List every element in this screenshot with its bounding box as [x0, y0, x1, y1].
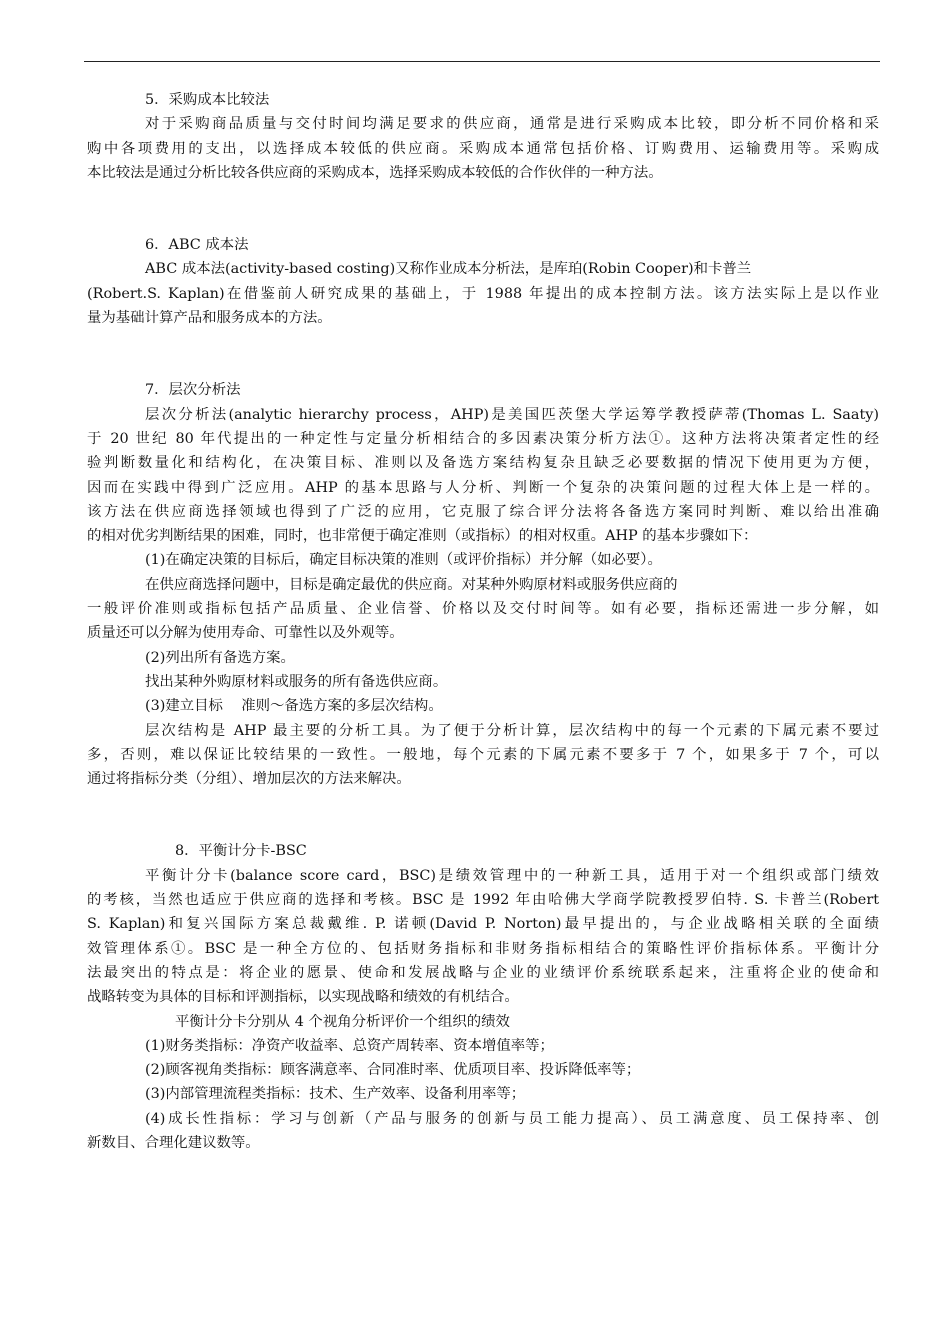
paragraph-line: S. Kaplan)和复兴国际方案总裁戴维. P. 诺顿(David P. Norton)最早提出的，与企业战略相关联的全面绩	[87, 916, 879, 933]
paragraph-line: 平衡计分卡分别从 4 个视角分析评价一个组织的绩效	[175, 1013, 510, 1030]
paragraph-line: 质量还可以分解为使用寿命、可靠性以及外观等。	[87, 625, 404, 642]
list-item: (1)财务类指标：净资产收益率、总资产周转率、资本增值率等；	[145, 1037, 554, 1054]
document-body	[87, 88, 879, 1155]
list-item: (4)成长性指标：学习与创新（产品与服务的创新与员工能力提高）、员工满意度、员工保持率、创	[145, 1110, 879, 1127]
paragraph-line: ABC 成本法(activity-based costing)又称作业成本分析法，是库珀(Robin Cooper)和卡普兰	[145, 261, 752, 278]
paragraph-line: 通过将指标分类（分组）、增加层次的方法来解决。	[87, 771, 411, 788]
section-gap	[87, 330, 879, 378]
paragraph-line: 因而在实践中得到广泛应用。AHP 的基本思路与人分析、判断一个复杂的决策问题的过程大体上是一样的。	[87, 479, 879, 496]
paragraph-line: 的考核，当然也适应于供应商的选择和考核。BSC 是 1992 年由哈佛大学商学院教授罗伯特. S. 卡普兰(Robert	[87, 892, 879, 909]
paragraph-line: (2)列出所有备选方案。	[145, 649, 295, 666]
paragraph-line: 平衡计分卡(balance score card，BSC)是绩效管理中的一种新工具，适用于对一个组织或部门绩效	[145, 867, 879, 884]
section-heading: 6．ABC 成本法	[145, 237, 249, 254]
paragraph-line: 购中各项费用的支出，以选择成本较低的供应商。采购成本通常包括价格、订购费用、运输费用等。采购成	[87, 140, 879, 157]
paragraph-line: 层次结构是 AHP 最主要的分析工具。为了便于分析计算，层次结构中的每一个元素的下属元素不要过	[145, 722, 879, 739]
paragraph-line: 多，否则，难以保证比较结果的一致性。一般地，每个元素的下属元素不要多于 7 个，如果多于 7 个，可以	[87, 746, 879, 763]
paragraph-line: 本比较法是通过分析比较各供应商的采购成本，选择采购成本较低的合作伙伴的一种方法。	[87, 164, 663, 181]
paragraph-line: 的相对优劣判断结果的困难，同时，也非常便于确定准则（或指标）的相对权重。AHP 的基本步骤如下：	[87, 528, 758, 545]
paragraph-line: 对于采购商品质量与交付时间均满足要求的供应商，通常是进行采购成本比较，即分析不同价格和采	[145, 116, 879, 133]
paragraph-line: 战略转变为具体的目标和评测指标，以实现战略和绩效的有机结合。	[87, 989, 519, 1006]
paragraph-line: 验判断数量化和结构化，在决策目标、准则以及备选方案结构复杂且缺乏必要数据的情况下使用更为方便，	[87, 455, 879, 472]
section-heading: 7．层次分析法	[145, 382, 241, 399]
paragraph-line: 一般评价准则或指标包括产品质量、企业信誉、价格以及交付时间等。如有必要，指标还需进一步分解，如	[87, 601, 879, 618]
list-item: (3)内部管理流程类指标：技术、生产效率、设备利用率等；	[145, 1086, 526, 1103]
paragraph-line: 效管理体系①。BSC 是一种全方位的、包括财务指标和非财务指标相结合的策略性评价指标体系。平衡计分	[87, 940, 879, 957]
section-heading: 5．采购成本比较法	[145, 92, 270, 108]
paragraph-line: 找出某种外购原材料或服务的所有备选供应商。	[145, 673, 448, 690]
paragraph-line: 于 20 世纪 80 年代提出的一种定性与定量分析相结合的多因素决策分析方法①。这种方法将决策者定性的经	[87, 430, 879, 447]
paragraph-line: (3)建立目标 准则～备选方案的多层次结构。	[145, 698, 443, 715]
section-gap	[87, 791, 879, 839]
paragraph-line: 该方法在供应商选择领域也得到了广泛的应用，它克服了综合评分法将各备选方案同时判断、难以给出准确	[87, 503, 879, 520]
paragraph-line: (Robert.S. Kaplan)在借鉴前人研究成果的基础上，于 1988 年提出的成本控制方法。该方法实际上是以作业	[87, 285, 879, 302]
list-item: 新数目、合理化建议数等。	[87, 1134, 260, 1151]
paragraph-line: 在供应商选择问题中，目标是确定最优的供应商。对某种外购原材料或服务供应商的	[145, 576, 678, 593]
section-gap	[87, 185, 879, 233]
section-heading: 8．平衡计分卡-BSC	[175, 843, 307, 860]
paragraph-line: 层次分析法(analytic hierarchy process，AHP)是美国匹茨堡大学运筹学教授萨蒂(Thomas L. Saaty)	[145, 406, 879, 423]
paragraph-line: (1)在确定决策的目标后，确定目标决策的准则（或评价指标）并分解（如必要）。	[145, 552, 662, 569]
paragraph-line: 法最突出的特点是：将企业的愿景、使命和发展战略与企业的业绩评价系统联系起来，注重将企业的使命和	[87, 964, 879, 981]
header-rule	[84, 61, 880, 62]
paragraph-line: 量为基础计算产品和服务成本的方法。	[87, 310, 332, 327]
list-item: (2)顾客视角类指标：顾客满意率、合同准时率、优质项目率、投诉降低率等；	[145, 1062, 641, 1079]
